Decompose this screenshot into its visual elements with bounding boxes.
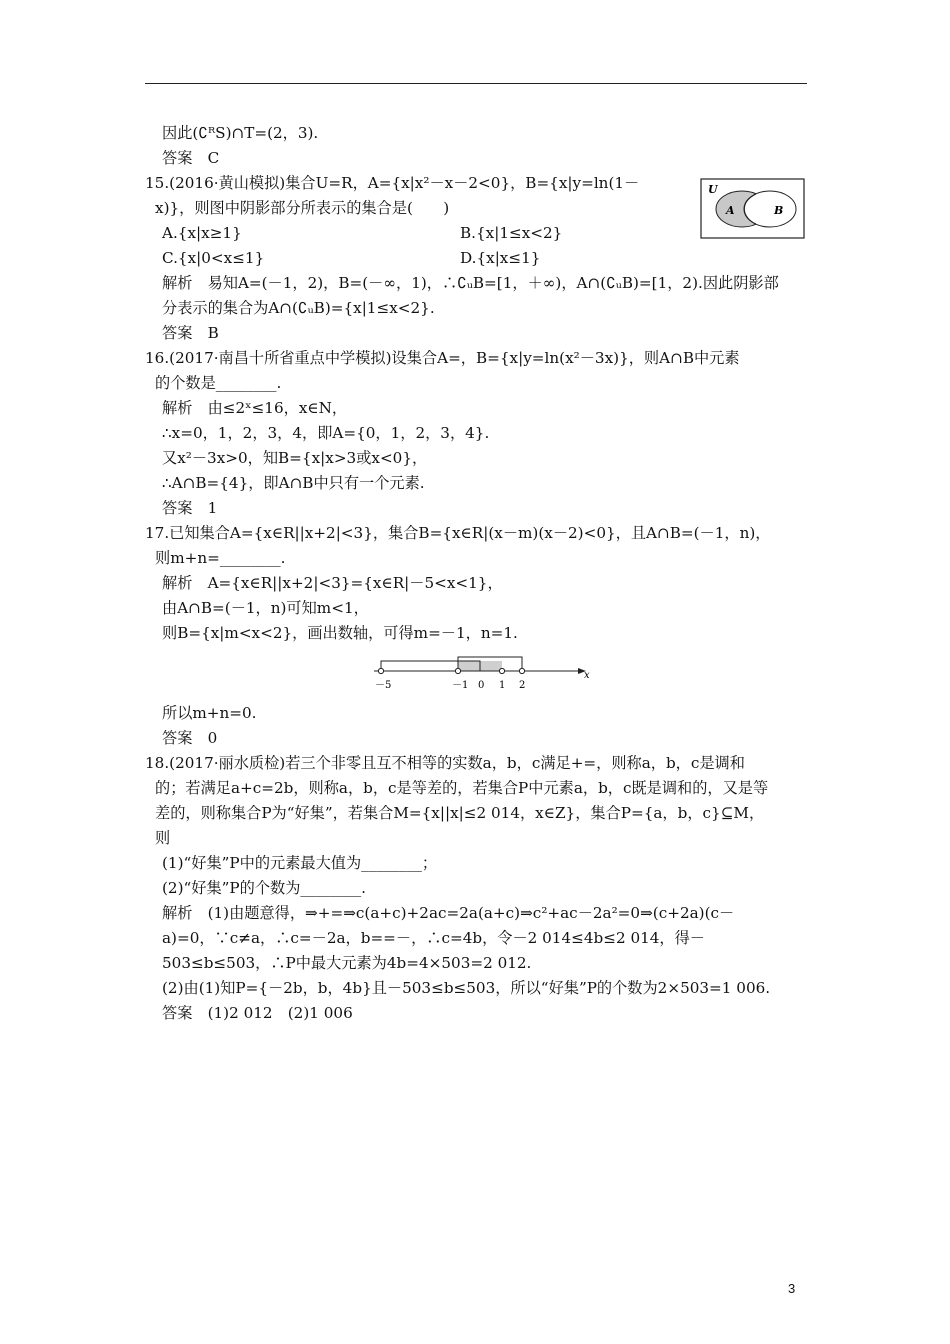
venn-diagram bbox=[700, 178, 806, 240]
venn-label-a: A bbox=[726, 204, 735, 217]
text-line: 差的，则称集合P为“好集”，若集合M={x||x|≤2 014，x∈Z}，集合P={a，b，c}⊆M， bbox=[155, 804, 765, 822]
text-line: 的个数是________. bbox=[155, 374, 282, 392]
venn-label-u: U bbox=[708, 183, 718, 196]
text-line: 所以m+n=0. bbox=[162, 704, 257, 722]
open-point bbox=[378, 668, 383, 673]
text-line: 则B={x|m<x<2}，画出数轴，可得m=－1，n=1. bbox=[162, 624, 518, 642]
tick-label: －1 bbox=[452, 680, 469, 691]
page-number: 3 bbox=[788, 1281, 796, 1296]
answer-line: 答案 0 bbox=[162, 729, 218, 747]
answer-line: 答案 (1)2 012 (2)1 006 bbox=[162, 1004, 353, 1022]
text-line: 的；若满足a+c=2b，则称a，b，c是等差的，若集合P中元素a，b，c既是调和的，又是等 bbox=[155, 779, 769, 797]
analysis-line: 解析 易知A=(－1，2)，B=(－∞，1)，∴∁ᵤB=[1，＋∞)，A∩(∁ᵤB)=[1，2).因此阴影部 bbox=[162, 274, 779, 292]
venn-label-b: B bbox=[774, 204, 784, 217]
text-line: ∴x=0，1，2，3，4，即A={0，1，2，3，4}. bbox=[162, 424, 490, 442]
text-line: 503≤b≤503，∴P中最大元素为4b=4×503=2 012. bbox=[162, 954, 532, 972]
option-b: B.{x|1≤x<2} bbox=[460, 224, 563, 242]
text-line: 分表示的集合为A∩(∁ᵤB)={x|1≤x<2}. bbox=[162, 299, 435, 317]
option-d: D.{x|x≤1} bbox=[460, 249, 541, 267]
text-line: a)=0，∵c≠a，∴c=－2a，b==－，∴c=4b，令－2 014≤4b≤2 014，得－ bbox=[162, 929, 705, 947]
text-line: (1)“好集”P中的元素最大值为________； bbox=[162, 854, 438, 872]
axis-var-label: x bbox=[584, 670, 590, 681]
text-line: 由A∩B=(－1，n)可知m<1， bbox=[162, 599, 369, 617]
text-line: 又x²－3x>0，知B={x|x>3或x<0}， bbox=[162, 449, 428, 467]
answer-line: 答案 C bbox=[162, 149, 220, 167]
analysis-line: 解析 A={x∈R||x+2|<3}={x∈R|－5<x<1}， bbox=[162, 574, 503, 592]
question-16: 16.(2017·南昌十所省重点中学模拟)设集合A=，B={x|y=ln(x²－3x)}，则A∩B中元素 bbox=[145, 349, 740, 367]
tick-label: 0 bbox=[478, 680, 485, 691]
option-c: C.{x|0<x≤1} bbox=[162, 249, 265, 267]
text-line: 因此(∁ᴿS)∩T=(2，3). bbox=[162, 124, 319, 142]
answer-line: 答案 1 bbox=[162, 499, 218, 517]
open-point bbox=[455, 668, 460, 673]
question-17: 17.已知集合A={x∈R||x+2|<3}，集合B={x∈R|(x－m)(x－2)<0}，且A∩B=(－1，n)， bbox=[145, 524, 771, 542]
text-line: (2)“好集”P的个数为________. bbox=[162, 879, 366, 897]
tick-label: 2 bbox=[519, 680, 526, 691]
text-line: x)}，则图中阴影部分所表示的集合是( ) bbox=[155, 199, 450, 217]
open-point bbox=[499, 668, 504, 673]
question-18: 18.(2017·丽水质检)若三个非零且互不相等的实数a，b，c满足+=，则称a，b，c是调和 bbox=[145, 754, 745, 772]
tick-label: 1 bbox=[499, 680, 506, 691]
header-rule bbox=[145, 83, 807, 84]
analysis-line: 解析 (1)由题意得，⇒+=⇒c(a+c)+2ac=2a(a+c)⇒c²+ac－2a²=0⇒(c+2a)(c－ bbox=[162, 904, 735, 922]
tick-label: －5 bbox=[375, 680, 392, 691]
answer-line: 答案 B bbox=[162, 324, 219, 342]
text-line: (2)由(1)知P={－2b，b，4b}且－503≤b≤503，所以“好集”P的个数为2×503=1 006. bbox=[162, 979, 771, 997]
option-a: A.{x|x≥1} bbox=[162, 224, 242, 242]
text-line: 则 bbox=[155, 829, 171, 847]
text-line: ∴A∩B={4}，即A∩B中只有一个元素. bbox=[162, 474, 425, 492]
open-point bbox=[519, 668, 524, 673]
question-15: 15.(2016·黄山模拟)集合U=R，A={x|x²－x－2<0}，B={x|y=ln(1－ bbox=[145, 174, 640, 192]
text-line: 则m+n=________. bbox=[155, 549, 286, 567]
analysis-line: 解析 由≤2ˣ≤16，x∈N， bbox=[162, 399, 348, 417]
number-line bbox=[370, 652, 600, 696]
